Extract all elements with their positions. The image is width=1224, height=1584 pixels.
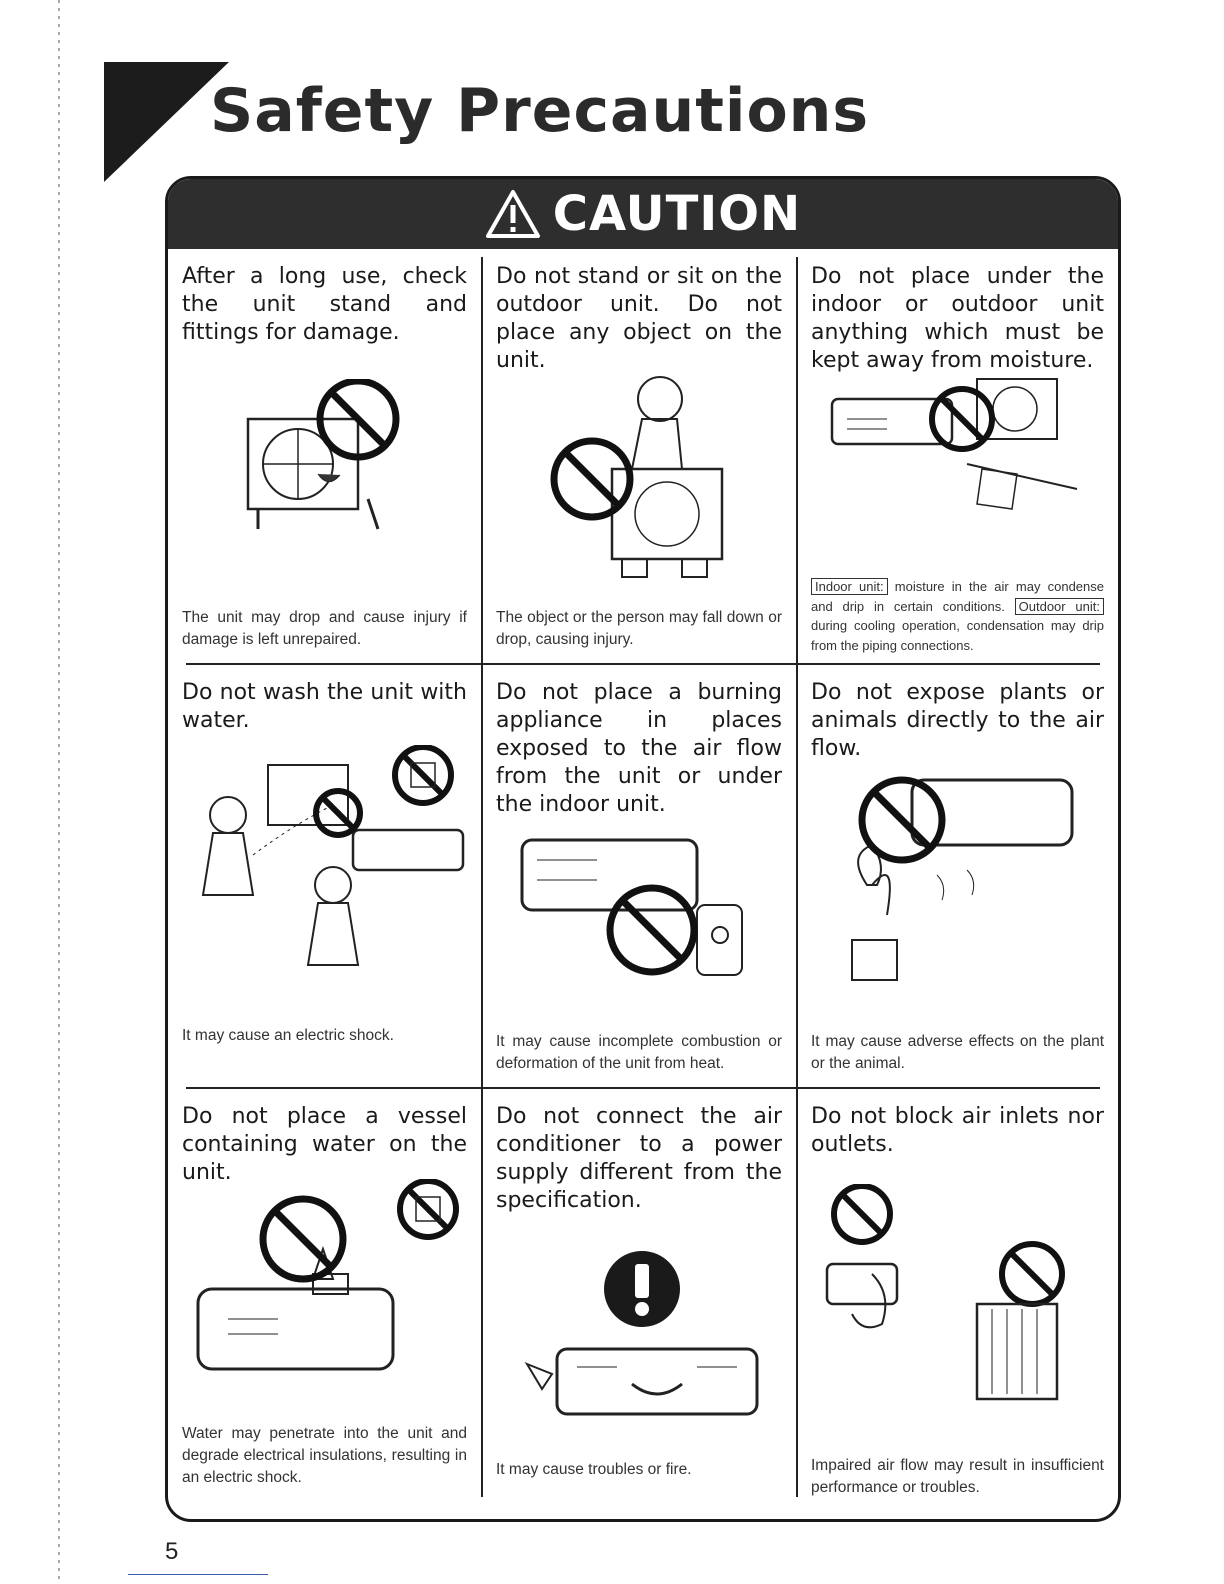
dripping-units-over-laundry-illustration (827, 374, 1087, 524)
precaution-cell-5 (482, 665, 796, 1087)
outdoor-unit-note: during cooling operation, condensation may drip from the piping connections. (811, 618, 1104, 653)
plant-in-air-flow-illustration (827, 775, 1087, 985)
blocked-air-inlets-illustration (817, 1184, 1097, 1424)
precaution-cell-9 (797, 1089, 1118, 1519)
cell-heading: Do not stand or sit on the outdoor unit. Do not place any object on the unit. (496, 264, 782, 373)
cell-note: Impaired air flow may result in insufficient performance or troubles. (811, 1457, 1104, 1496)
cell-heading: Do not place a vessel containing water on the unit. (182, 1104, 467, 1185)
vessel-on-unit-illustration (188, 1179, 473, 1409)
precaution-cell-8 (482, 1089, 796, 1519)
precaution-grid (168, 249, 1118, 1519)
cell-note: Water may penetrate into the unit and degrade electrical insulations, resulting in an electric shock. (182, 1425, 467, 1486)
cell-note: The unit may drop and cause injury if damage is left unrepaired. (182, 609, 467, 648)
cell-heading: Do not wash the unit with water. (182, 680, 467, 733)
page-title: Safety Precautions (210, 76, 870, 146)
warning-triangle-icon (485, 189, 541, 239)
cell-note: It may cause incomplete combustion or deformation of the unit from heat. (496, 1033, 782, 1072)
precaution-cell-7 (168, 1089, 481, 1519)
scan-edge (58, 0, 60, 1584)
caution-label: CAUTION (552, 186, 802, 242)
outdoor-unit-label: Outdoor unit: (1015, 598, 1104, 615)
precaution-cell-4 (168, 665, 481, 1087)
caution-box (165, 176, 1121, 1522)
cell-heading: Do not place under the indoor or outdoor unit anything which must be kept away from moisture. (811, 264, 1104, 373)
cell-note: The object or the person may fall down or drop, causing injury. (496, 609, 782, 648)
damaged-outdoor-unit-illustration (228, 379, 428, 539)
caution-banner (168, 179, 1118, 249)
indoor-unit-note: moisture in the air may condense and drip in certain conditions. (811, 579, 1104, 614)
washing-unit-with-water-illustration (183, 745, 468, 995)
cell-heading: After a long use, check the unit stand and fittings for damage. (182, 264, 467, 345)
page-number: 5 (165, 1538, 179, 1565)
burning-appliance-under-unit-illustration (517, 835, 767, 985)
cell-heading: Do not place a burning appliance in places exposed to the air flow from the unit or under the indoor unit. (496, 680, 782, 817)
page-number-underline (128, 1574, 268, 1575)
cell-note: It may cause troubles or fire. (496, 1461, 692, 1478)
cell-note-moisture (811, 577, 1104, 655)
precaution-cell-3 (797, 249, 1118, 663)
precaution-cell-2 (482, 249, 796, 663)
mandatory-power-supply-illustration (522, 1249, 762, 1429)
cell-heading: Do not block air inlets nor outlets. (811, 1104, 1104, 1157)
indoor-unit-label: Indoor unit: (811, 578, 888, 595)
precaution-cell-1 (168, 249, 481, 663)
child-sitting-on-unit-illustration (542, 359, 742, 589)
cell-note: It may cause adverse effects on the plant or the animal. (811, 1033, 1104, 1072)
precaution-cell-6 (797, 665, 1118, 1087)
cell-heading: Do not expose plants or animals directly to the air flow. (811, 680, 1104, 761)
cell-note: It may cause an electric shock. (182, 1027, 394, 1044)
cell-heading: Do not connect the air conditioner to a power supply different from the specification. (496, 1104, 782, 1213)
